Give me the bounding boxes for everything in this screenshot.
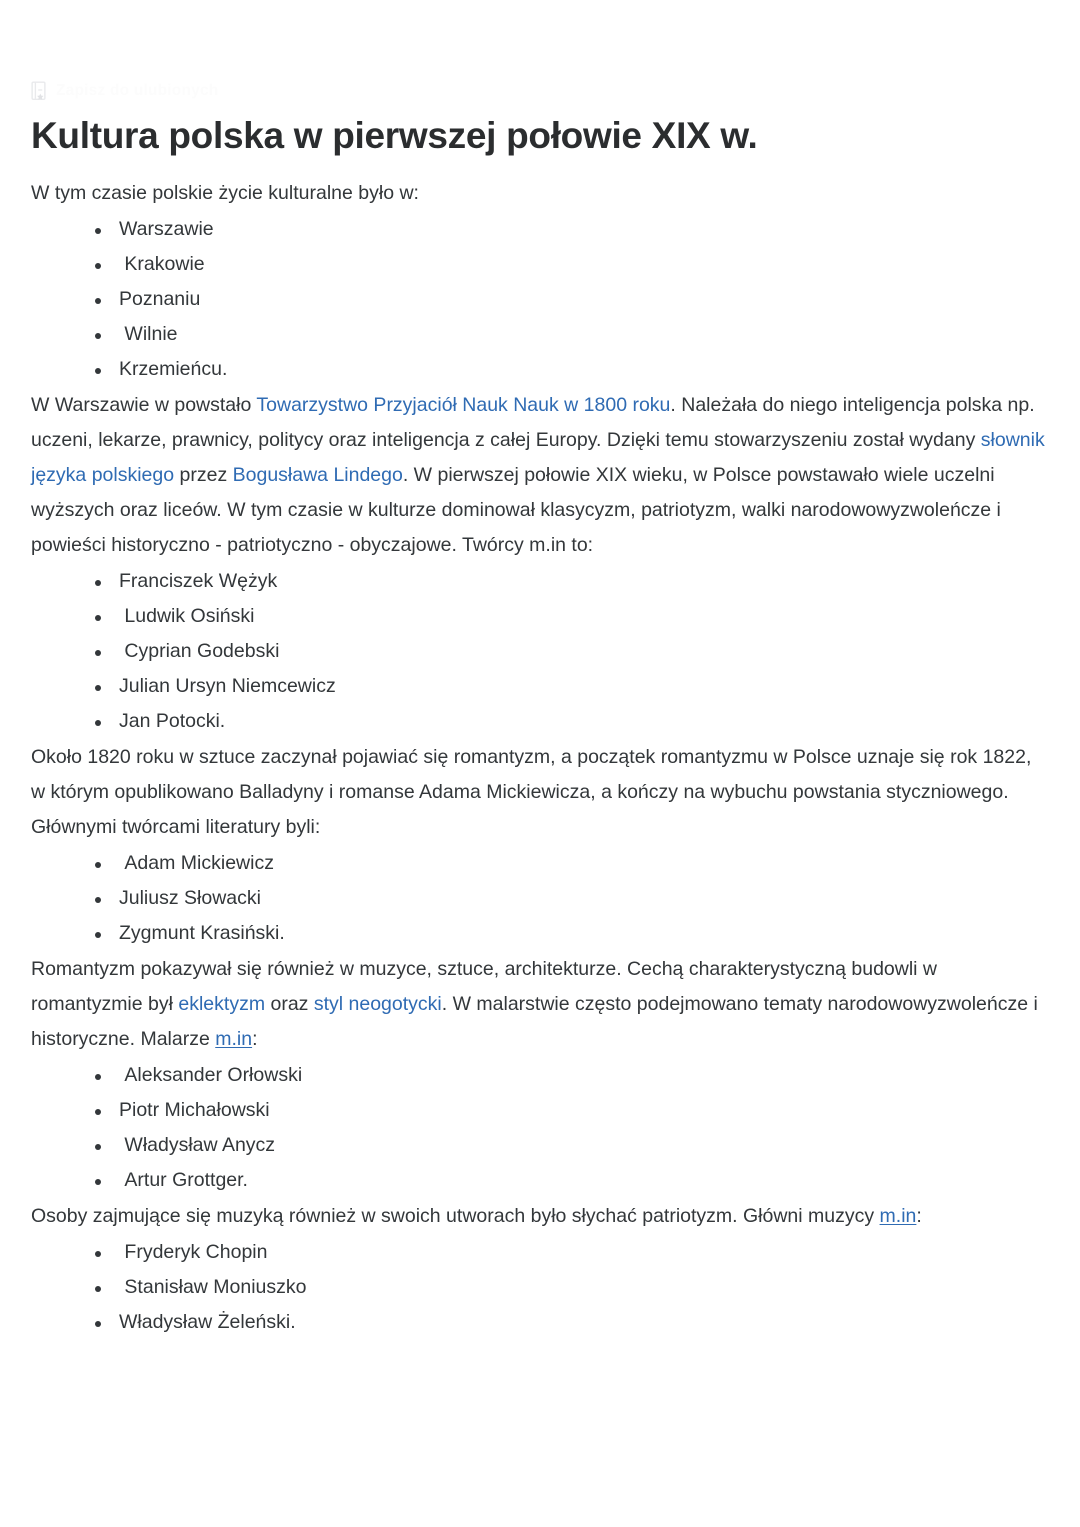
- text-run: . Należała do niego inteligencja polska np. uczeni, lekarze, prawnicy, politycy oraz inteligencja z całej Europy. Dzięki temu stowarzyszeniu został wydany: [31, 393, 1035, 451]
- text-run: :: [916, 1204, 922, 1227]
- list-item: Władysław Anycz: [31, 1128, 1049, 1163]
- list-item: Aleksander Orłowski: [31, 1058, 1049, 1093]
- muzycy-list: [31, 1235, 1049, 1340]
- romantyzm-paragraph: [31, 740, 1049, 845]
- list-item: Artur Grottger.: [31, 1163, 1049, 1198]
- list-item: Wilnie: [31, 317, 1049, 352]
- list-item: Ludwik Osiński: [31, 599, 1049, 634]
- list-item: Adam Mickiewicz: [31, 846, 1049, 881]
- tworcy-list: [31, 564, 1049, 739]
- list-item: Juliusz Słowacki: [31, 881, 1049, 916]
- inline-link[interactable]: Bogusława Lindego: [232, 463, 403, 486]
- list-item: Zygmunt Krasiński.: [31, 916, 1049, 951]
- list-item: Piotr Michałowski: [31, 1093, 1049, 1128]
- page-title: Kultura polska w pierwszej połowie XIX w.: [31, 115, 758, 156]
- text-run: . W pierwszej połowie XIX wieku, w Polsce powstawało wiele uczelni wyższych oraz liceów. W tym czasie w kulturze dominował klasycyzm, patriotyzm, walki narodowowyzwoleńcze i powieści historyczno - patriotyczno - obyczajowe. Twórcy m.in to:: [31, 463, 1001, 556]
- literatura-list: [31, 846, 1049, 951]
- list-item: Jan Potocki.: [31, 704, 1049, 739]
- document-content: [31, 0, 1049, 1341]
- document-body: [31, 176, 1049, 1340]
- inline-link[interactable]: Towarzystwo Przyjaciół Nauk Nauk w 1800 roku: [256, 393, 671, 416]
- list-item: Fryderyk Chopin: [31, 1235, 1049, 1270]
- list-item: Krakowie: [31, 247, 1049, 282]
- list-item: Stanisław Moniuszko: [31, 1270, 1049, 1305]
- text-run: Osoby zajmujące się muzyką również w swoich utworach było słychać patriotyzm. Główni muzycy: [31, 1204, 880, 1227]
- text-run: . W malarstwie często podejmowano tematy narodowowyzwoleńcze i historyczne. Malarze: [31, 992, 1038, 1050]
- inline-link[interactable]: m.in: [879, 1204, 917, 1227]
- architektura-paragraph: [31, 952, 1049, 1057]
- list-item: Cyprian Godebski: [31, 634, 1049, 669]
- list-item: Poznaniu: [31, 282, 1049, 317]
- document-meta-label: Zapisz do ulubionych: [56, 82, 219, 100]
- cities-list: [31, 212, 1049, 387]
- intro-paragraph: [31, 176, 1049, 211]
- inline-link[interactable]: słownik języka polskiego: [31, 428, 1045, 486]
- text-run: W Warszawie w powstało: [31, 393, 257, 416]
- towarzystwo-paragraph: [31, 388, 1049, 563]
- bookmark-document-star-icon[interactable]: [31, 81, 50, 102]
- text-run: oraz: [265, 992, 314, 1015]
- list-item: Władysław Żeleński.: [31, 1305, 1049, 1340]
- list-item: Warszawie: [31, 212, 1049, 247]
- inline-link[interactable]: styl neogotycki: [313, 992, 442, 1015]
- inline-link[interactable]: eklektyzm: [178, 992, 266, 1015]
- text-run: Około 1820 roku w sztuce zaczynał pojawiać się romantyzm, a początek romantyzmu w Polsce uznaje się rok 1822, w którym opublikowano Balladyny i romanse Adama Mickiewicza, a kończy na wybuchu powstania styczniowego. Głównymi twórcami literatury byli:: [31, 745, 1032, 838]
- malarze-list: [31, 1058, 1049, 1198]
- list-item: Franciszek Wężyk: [31, 564, 1049, 599]
- text-run: przez: [174, 463, 233, 486]
- muzyka-paragraph: [31, 1199, 1049, 1234]
- text-run: :: [252, 1027, 258, 1050]
- document-meta-row: [31, 76, 1049, 106]
- text-run: W tym czasie polskie życie kulturalne było w:: [31, 181, 419, 204]
- text-run: Romantyzm pokazywał się również w muzyce, sztuce, architekturze. Cechą charakterystyczną budowli w romantyzmie był: [31, 957, 938, 1015]
- inline-link[interactable]: m.in: [215, 1027, 253, 1050]
- list-item: Julian Ursyn Niemcewicz: [31, 669, 1049, 704]
- list-item: Krzemieńcu.: [31, 352, 1049, 387]
